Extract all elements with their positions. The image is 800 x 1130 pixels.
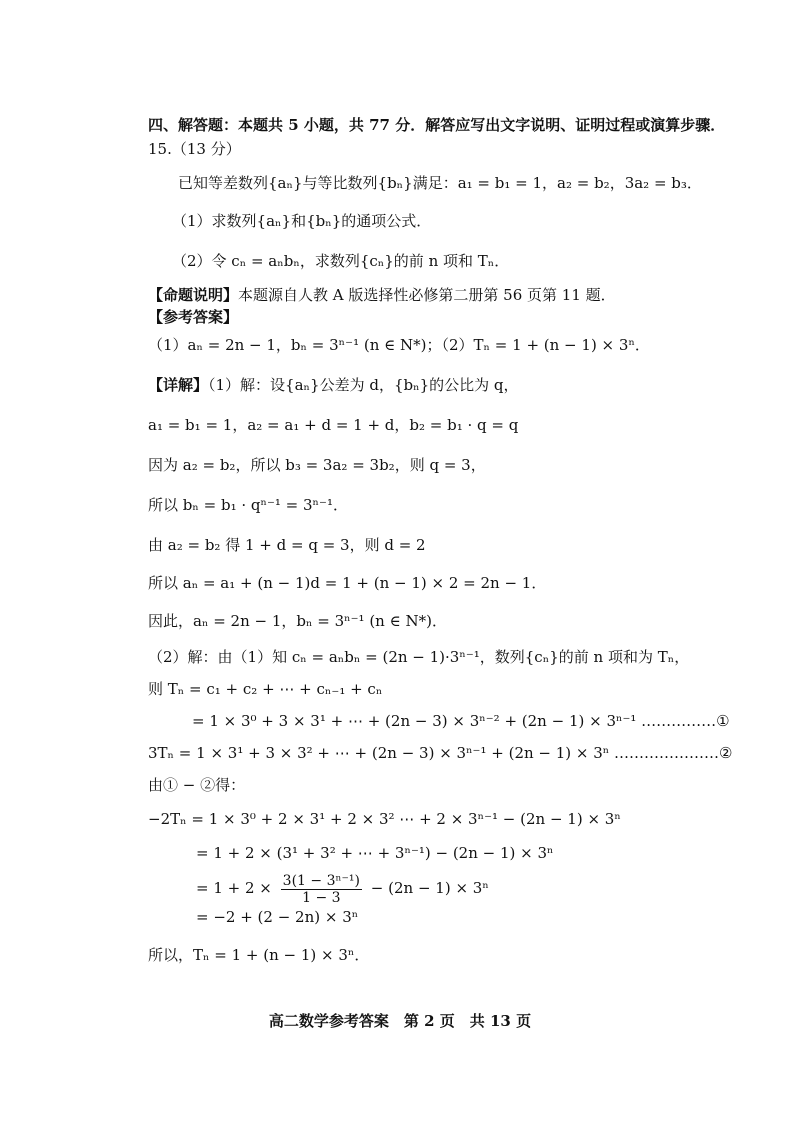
problem-part-1: （1）求数列{aₙ}和{bₙ}的通项公式． [172, 212, 432, 230]
fraction-denominator: 1 − 3 [302, 889, 341, 906]
solution-line-7: 因此，aₙ = 2n − 1，bₙ = 3ⁿ⁻¹ (n ∈ N*)． [148, 612, 447, 630]
problem-number: 15.（13 分） [148, 140, 241, 158]
solution-line-2: a₁ = b₁ = 1，a₂ = a₁ + d = 1 + d，b₂ = b₁ · q = q [148, 416, 519, 434]
solution-line-15: = 1 + 2 × $\frac{\text{3(1 − 3ⁿ⁻¹)}}{1 - 3}$ − (2n − 1) × 3ⁿ [196, 872, 489, 906]
fraction [281, 873, 362, 906]
solution-line-16: = −2 + (2 − 2n) × 3ⁿ [196, 908, 359, 926]
source-note [148, 284, 700, 306]
problem-part-2: （2）令 cₙ = aₙbₙ，求数列{cₙ}的前 n 项和 Tₙ． [172, 252, 510, 270]
solution-line-9: 则 Tₙ = c₁ + c₂ + ⋯ + cₙ₋₁ + cₙ [148, 680, 383, 698]
solution-line-10: = 1 × 3⁰ + 3 × 3¹ + ⋯ + (2n − 3) × 3ⁿ⁻² + (2n − 1) × 3ⁿ⁻¹ ……………① [192, 712, 730, 730]
solution-line-17: 所以，Tₙ = 1 + (n − 1) × 3ⁿ． [148, 946, 370, 964]
section-heading: 四、解答题：本题共 5 小题，共 77 分．解答应写出文字说明、证明过程或演算步骤． [148, 116, 726, 134]
solution-line-5: 由 a₂ = b₂ 得 1 + d = q = 3，则 d = 2 [148, 536, 426, 554]
source-note-text: 本题源自人教 A 版选择性必修第二册第 56 页第 11 题． [238, 286, 616, 304]
solution-line-13: −2Tₙ = 1 × 3⁰ + 2 × 3¹ + 2 × 3² ⋯ + 2 × 3ⁿ⁻¹ − (2n − 1) × 3ⁿ [148, 810, 621, 828]
page-footer: 高二数学参考答案 第 2 页 共 13 页 [268, 1012, 532, 1030]
problem-statement: 已知等差数列{aₙ}与等比数列{bₙ}满足：a₁ = b₁ = 1，a₂ = b₂，3a₂ = b₃． [178, 174, 702, 192]
solution-line-4: 所以 bₙ = b₁ · qⁿ⁻¹ = 3ⁿ⁻¹． [148, 496, 348, 514]
fraction-numerator: 3(1 − 3ⁿ⁻¹) [282, 872, 360, 889]
solution-line-6: 所以 aₙ = a₁ + (n − 1)d = 1 + (n − 1) × 2 = 2n − 1． [148, 574, 547, 592]
reference-answer-tag: 【参考答案】 [148, 308, 239, 326]
solution-tag: 【详解】 [148, 376, 209, 394]
solution-line-8: （2）解：由（1）知 cₙ = aₙbₙ = (2n − 1)·3ⁿ⁻¹，数列{cₙ}的前 n 项和为 Tₙ， [148, 648, 690, 666]
solution-line-3: 因为 a₂ = b₂，所以 b₃ = 3a₂ = 3b₂，则 q = 3， [148, 456, 486, 474]
source-note-tag: 【命题说明】 [148, 286, 239, 304]
solution-line-1: 【详解】（1）解：设{aₙ}公差为 d，{bₙ}的公比为 q， [148, 376, 519, 394]
solution-line-12: 由① − ②得： [148, 776, 246, 794]
solution-line-11: 3Tₙ = 1 × 3¹ + 3 × 3² + ⋯ + (2n − 3) × 3ⁿ⁻¹ + (2n − 1) × 3ⁿ …………………② [148, 744, 733, 762]
solution-line-14: = 1 + 2 × (3¹ + 3² + ⋯ + 3ⁿ⁻¹) − (2n − 1) × 3ⁿ [196, 844, 554, 862]
reference-answer: （1）aₙ = 2n − 1，bₙ = 3ⁿ⁻¹ (n ∈ N*)；（2）Tₙ = 1 + (n − 1) × 3ⁿ． [148, 336, 650, 354]
